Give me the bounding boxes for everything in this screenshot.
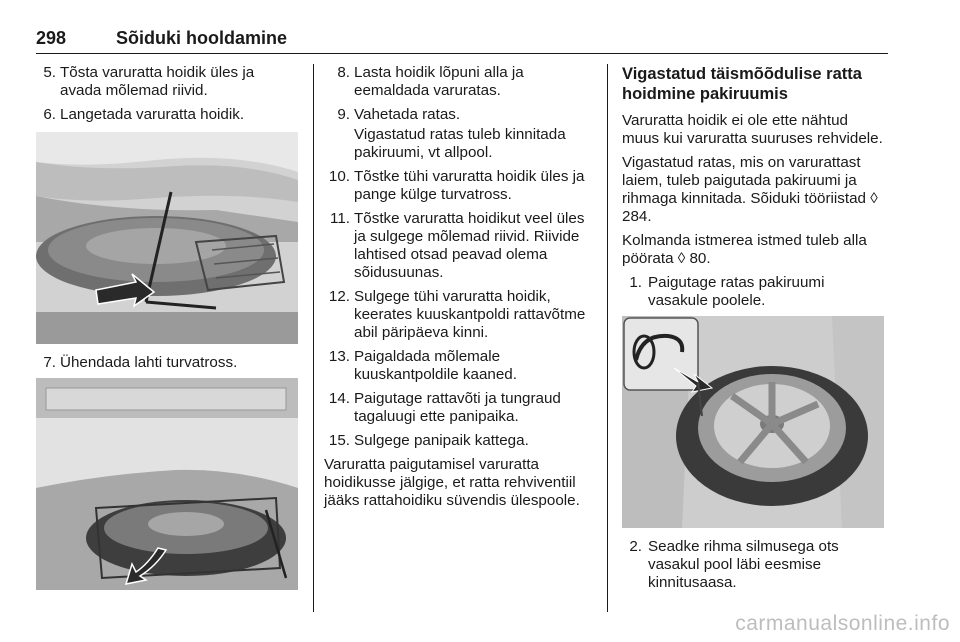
- step-text: Tõsta varuratta hoidik üles ja avada mõlemad riivid.: [60, 64, 255, 99]
- step-number: 13.: [328, 348, 350, 365]
- step-number: 9.: [337, 106, 350, 123]
- step-2: [622, 538, 888, 592]
- step-1: [622, 274, 888, 310]
- page-header: [36, 28, 888, 54]
- step-text: Sulgege panipaik kattega.: [354, 432, 529, 449]
- step-7: [36, 354, 298, 372]
- step-number: 14.: [328, 390, 350, 407]
- step-text: Paigutage rattavõti ja tungraud tagaluugi ette panipaika.: [354, 390, 561, 425]
- section-heading: Vigastatud täismõõdulise ratta hoidmine pakiruumis: [622, 65, 862, 103]
- step-number: 12.: [328, 288, 350, 305]
- step-text: Tõstke varuratta hoidikut veel üles ja sulgege mõlemad riivid. Riivide lahtised otsad peavad olema sõidusuunas.: [354, 210, 585, 281]
- figure-lower-spare-wheel-carrier: [36, 132, 298, 344]
- chapter-title: Sõiduki hooldamine: [116, 28, 288, 48]
- step-text: Vahetada ratas.: [354, 106, 461, 123]
- step-13: [324, 348, 592, 384]
- step-10: [324, 168, 592, 204]
- column-1: [36, 64, 298, 600]
- closing-paragraph: Varuratta paigutamisel varuratta hoidikusse jälgige, et ratta rehviventiil jääks rattahoidiku süvendis ülespoole.: [324, 456, 580, 509]
- column-divider: [607, 64, 608, 612]
- step-text: Ühendada lahti turvatross.: [60, 354, 238, 371]
- step-8: [324, 64, 592, 100]
- step-number: 1.: [629, 274, 642, 291]
- paragraph-1: Varuratta hoidik ei ole ette nähtud muus kui varuratta suuruses rehvidele.: [622, 112, 883, 147]
- step-number: 15.: [328, 432, 350, 449]
- figure-wheel-in-luggage-compartment: [622, 316, 884, 528]
- step-9-note: Vigastatud ratas tuleb kinnitada pakiruumi, vt allpool.: [354, 126, 566, 161]
- step-number: 2.: [629, 538, 642, 555]
- step-text: Langetada varuratta hoidik.: [60, 106, 245, 123]
- step-text: Sulgege tühi varuratta hoidik, keerates kuuskantpoldi rattavõtme abil päripäeva kinni.: [354, 288, 586, 341]
- step-text: Seadke rihma silmusega ots vasakul pool läbi eesmise kinnitusaasa.: [648, 538, 839, 591]
- step-number: 10.: [328, 168, 350, 185]
- step-text: Paigutage ratas pakiruumi vasakule poolele.: [648, 274, 825, 309]
- step-15: [324, 432, 592, 450]
- paragraph-3: Kolmanda istmerea istmed tuleb alla pöörata ◊ 80.: [622, 232, 867, 267]
- column-3: [622, 64, 888, 598]
- column-2: [324, 64, 592, 516]
- step-number: 5.: [43, 64, 56, 81]
- step-11: [324, 210, 592, 282]
- step-number: 11.: [330, 210, 350, 227]
- step-number: 6.: [43, 106, 56, 123]
- step-12: [324, 288, 592, 342]
- step-number: 8.: [337, 64, 350, 81]
- step-6: [36, 106, 298, 124]
- paragraph-2: Vigastatud ratas, mis on varurattast laiem, tuleb paigutada pakiruumi ja rihmaga kinnitada. Sõiduki tööriistad ◊ 284.: [622, 154, 878, 225]
- step-number: 7.: [43, 354, 56, 371]
- step-text: Paigaldada mõlemale kuuskantpoldile kaaned.: [354, 348, 517, 383]
- step-14: [324, 390, 592, 426]
- page-number: 298: [36, 28, 67, 48]
- step-5: [36, 64, 298, 100]
- step-text: Tõstke tühi varuratta hoidik üles ja pange külge turvatross.: [354, 168, 585, 203]
- watermark: carmanualsonline.info: [735, 612, 950, 635]
- step-9: [324, 106, 592, 124]
- figure-disconnect-safety-cable: [36, 378, 298, 590]
- column-divider: [313, 64, 314, 612]
- step-text: Lasta hoidik lõpuni alla ja eemaldada varuratas.: [354, 64, 524, 99]
